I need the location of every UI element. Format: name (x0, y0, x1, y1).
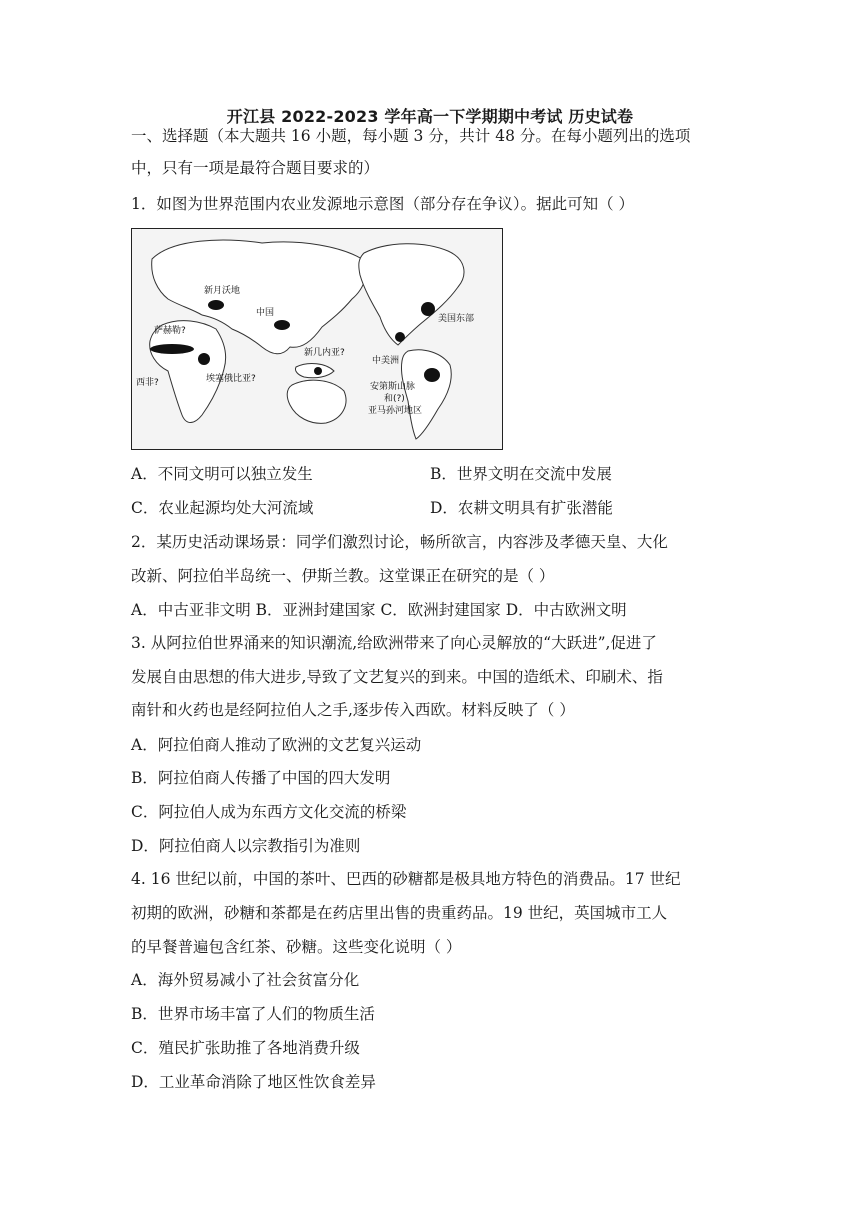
map-illustration (132, 229, 502, 449)
map-label-mesoamerica: 中美洲 (372, 356, 400, 366)
section-instructions-line2: 中，只有一项是最符合题目要求的） (131, 159, 380, 177)
q2-stem-line2: 改新、阿拉伯半岛统一、伊斯兰教。这堂课正在研究的是（ ） (131, 567, 555, 585)
q3-stem-line1: 3. 从阿拉伯世界涌来的知识潮流,给欧洲带来了向心灵解放的“大跃进”,促进了 (131, 634, 657, 652)
map-label-west-africa: 西非? (136, 378, 159, 388)
map-label-eastern-us: 美国东部 (438, 314, 475, 324)
north-america-landmass (359, 244, 464, 345)
ethiopia-marker (198, 353, 210, 365)
q3-option-b: B．阿拉伯商人传播了中国的四大发明 (131, 769, 391, 787)
q1-option-d: D．农耕文明具有扩张潜能 (430, 499, 613, 517)
map-label-andes-2: 和(?) (384, 394, 405, 404)
q4-option-a: A．海外贸易减小了社会贫富分化 (131, 971, 360, 989)
q2-options: A．中古亚非文明 B．亚洲封建国家 C．欧洲封建国家 D．中古欧洲文明 (131, 601, 627, 619)
map-label-andes-3: 亚马孙河地区 (368, 406, 423, 416)
south-america-landmass (401, 350, 451, 439)
map-label-andes-1: 安第斯山脉 (370, 382, 416, 392)
q3-option-c: C．阿拉伯人成为东西方文化交流的桥梁 (131, 803, 407, 821)
q3-option-a: A．阿拉伯商人推动了欧洲的文艺复兴运动 (131, 736, 422, 754)
australia-landmass (287, 380, 346, 423)
q4-stem-line3: 的早餐普遍包含红茶、砂糖。这些变化说明（ ） (131, 938, 462, 956)
world-agriculture-origin-map (131, 228, 503, 450)
q3-stem-line3: 南针和火药也是经阿拉伯人之手,逐步传入西欧。材料反映了（ ） (131, 701, 575, 719)
q4-stem-line1: 4. 16 世纪以前，中国的茶叶、巴西的砂糖都是极具地方特色的消费品。17 世纪 (131, 870, 681, 888)
q1-option-c: C．农业起源均处大河流域 (131, 499, 314, 517)
q4-option-d: D．工业革命消除了地区性饮食差异 (131, 1073, 376, 1091)
page-title: 开江县 2022-2023 学年高一下学期期中考试 历史试卷 (226, 107, 634, 126)
new-guinea-marker (314, 367, 322, 375)
q4-stem-line2: 初期的欧洲，砂糖和茶都是在药店里出售的贵重药品。19 世纪，英国城市工人 (131, 904, 668, 922)
q4-option-c: C．殖民扩张助推了各地消费升级 (131, 1039, 360, 1057)
q2-stem-line1: 2．某历史活动课场景：同学们激烈讨论，畅所欲言，内容涉及孝德天皇、大化 (131, 533, 668, 551)
q3-option-d: D．阿拉伯商人以宗教指引为准则 (131, 837, 361, 855)
fertile-crescent-marker (208, 300, 224, 310)
map-label-ethiopia: 埃塞俄比亚? (206, 374, 256, 384)
mesoamerica-marker (395, 332, 405, 342)
map-label-fertile-crescent: 新月沃地 (204, 286, 241, 296)
q1-option-b: B．世界文明在交流中发展 (430, 465, 612, 483)
section-instructions-line1: 一、选择题（本大题共 16 小题，每小题 3 分，共计 48 分。在每小题列出的选项 (131, 127, 691, 145)
andes-marker (424, 368, 440, 382)
sahel-marker (150, 344, 194, 354)
map-label-new-guinea: 新几内亚? (304, 348, 345, 358)
q1-option-a: A．不同文明可以独立发生 (131, 465, 313, 483)
q1-stem: 1．如图为世界范围内农业发源地示意图（部分存在争议）。据此可知（ ） (131, 195, 635, 213)
eastern-us-marker (421, 302, 435, 316)
china-marker (274, 320, 290, 330)
map-label-sahel: 萨赫勒? (154, 326, 186, 336)
q4-option-b: B．世界市场丰富了人们的物质生活 (131, 1005, 375, 1023)
q3-stem-line2: 发展自由思想的伟大进步,导致了文艺复兴的到来。中国的造纸术、印刷术、指 (131, 668, 663, 686)
map-label-china: 中国 (256, 308, 275, 318)
